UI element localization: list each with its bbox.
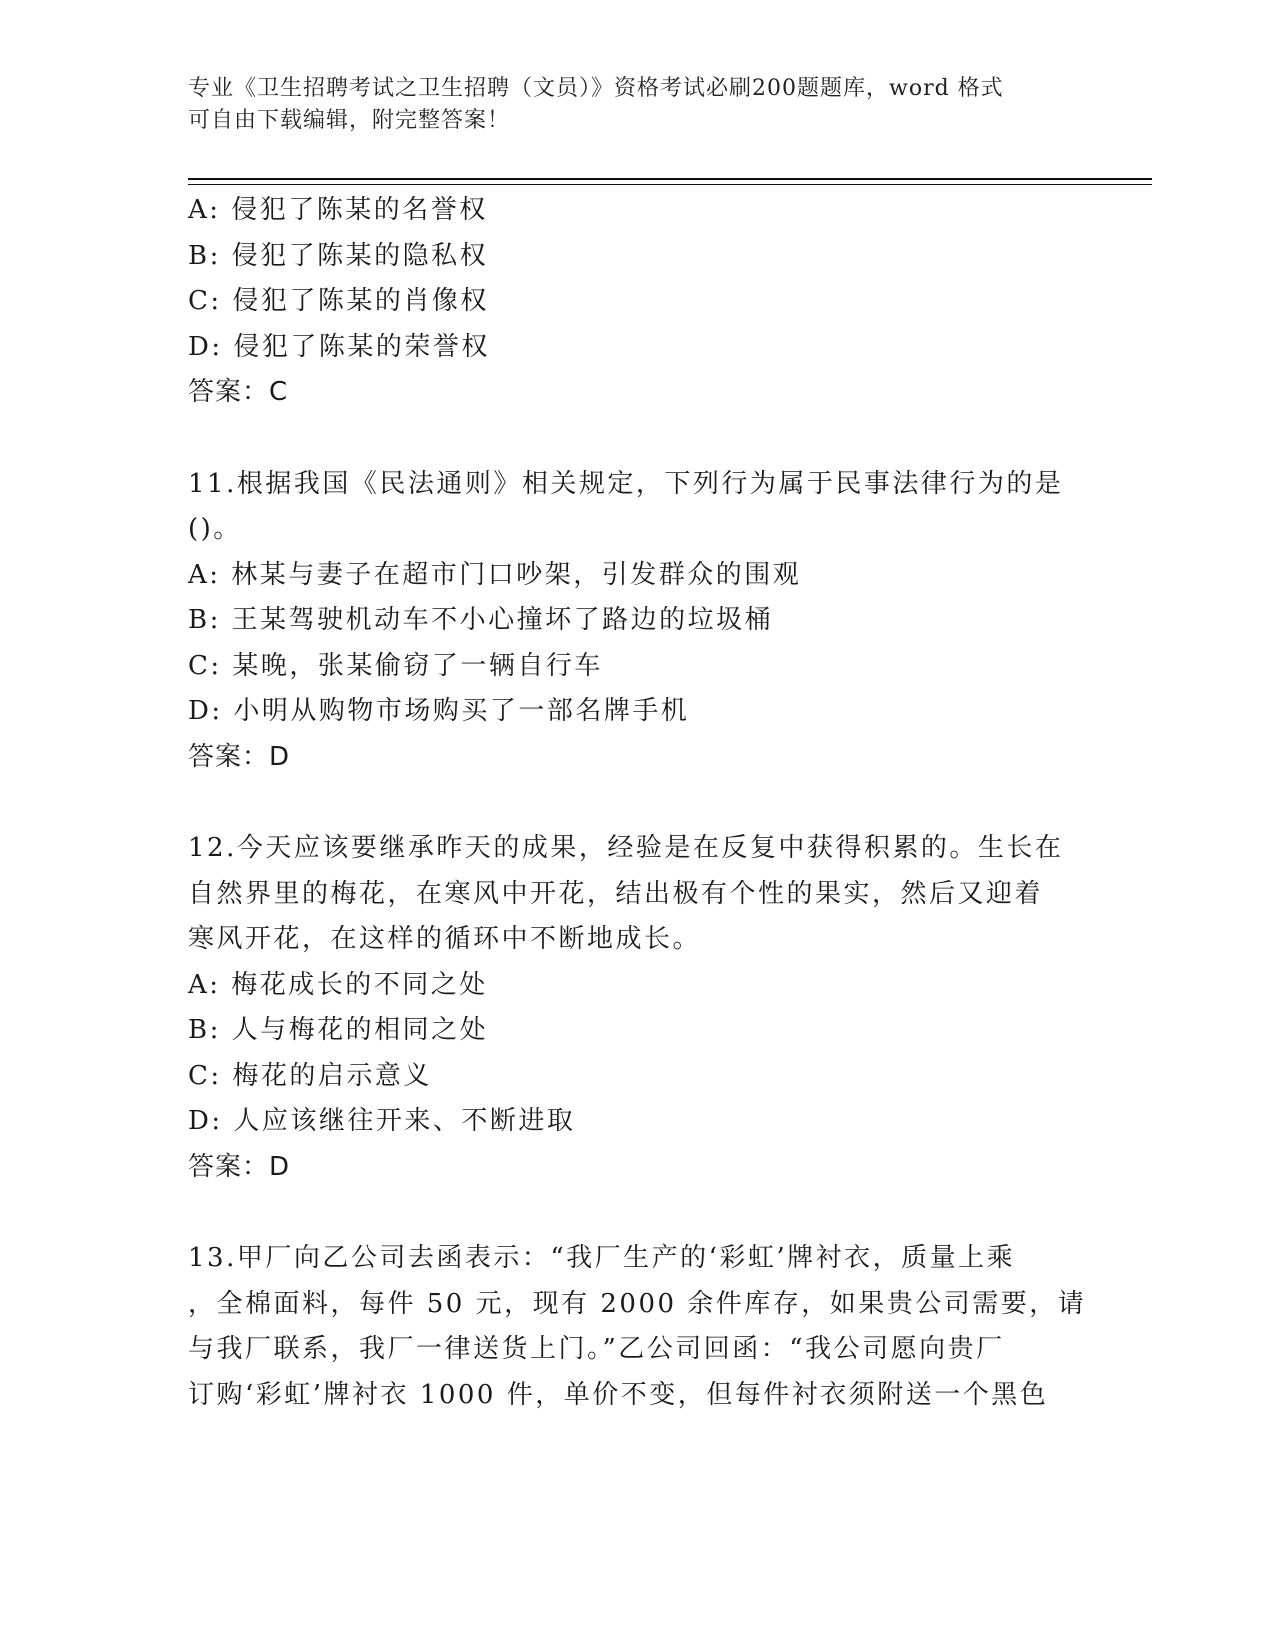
header-line-2: 可自由下载编辑，附完整答案！ [188, 108, 511, 133]
option-a: A: 林某与妻子在超市门口吵架，引发群众的围观 [188, 559, 802, 590]
question-stem-line: 11.根据我国《民法通则》相关规定，下列行为属于民事法律行为的是 [188, 468, 1064, 499]
header-rule-thick [188, 178, 1152, 180]
question-stem-line: 12.今天应该要继承昨天的成果，经验是在反复中获得积累的。生长在 [188, 833, 1064, 863]
spacer [188, 416, 1088, 462]
header-rule-thin [188, 184, 1152, 185]
question-stem-line: 订购‘彩虹’牌衬衣 1000 件，单价不变，但每件衬衣须附送一个黑色 [188, 1379, 1049, 1410]
option-c: C: 侵犯了陈某的肖像权 [188, 286, 489, 316]
option-d: D: 侵犯了陈某的荣誉权 [188, 331, 490, 362]
answer: 答案：D [188, 1151, 291, 1182]
question-stem-line: 自然界里的梅花，在寒风中开花，结出极有个性的果实，然后又迎着 [188, 878, 1044, 909]
question-13 [188, 1236, 1088, 1418]
question-10 [188, 188, 1088, 416]
question-11 [188, 462, 1088, 781]
option-c: C: 某晚，张某偷窃了一辆自行车 [188, 650, 603, 681]
question-stem-line: 与我厂联系，我厂一律送货上门。”乙公司回函：“我公司愿向贵厂 [188, 1334, 1005, 1364]
question-content [188, 188, 1088, 1418]
option-d: D: 人应该继往开来、不断进取 [188, 1106, 576, 1136]
option-b: B: 王某驾驶机动车不小心撞坏了路边的垃圾桶 [188, 605, 774, 635]
option-b: B: 侵犯了陈某的隐私权 [188, 240, 489, 271]
option-d: D: 小明从购物市场购买了一部名牌手机 [188, 696, 690, 726]
header-line-1: 专业《卫生招聘考试之卫生招聘（文员）》资格考试必刷200题题库，word 格式 [188, 76, 1004, 101]
answer: 答案：D [188, 741, 291, 772]
spacer [188, 1190, 1088, 1236]
option-a: A: 侵犯了陈某的名誉权 [188, 195, 488, 225]
spacer [188, 780, 1088, 826]
option-a: A: 梅花成长的不同之处 [188, 969, 488, 1000]
option-c: C: 梅花的启示意义 [188, 1060, 432, 1091]
answer: 答案：C [188, 377, 289, 407]
question-stem-line: ，全棉面料，每件 50 元，现有 2000 余件库存，如果贵公司需要，请 [188, 1288, 1087, 1319]
option-b: B: 人与梅花的相同之处 [188, 1015, 489, 1045]
question-stem-line: ()。 [188, 514, 242, 544]
page-header [188, 73, 1068, 137]
question-stem-line: 13.甲厂向乙公司去函表示：“我厂生产的‘彩虹’牌衬衣，质量上乘 [188, 1243, 1016, 1273]
question-stem-line: 寒风开花，在这样的循环中不断地成长。 [188, 924, 702, 954]
question-12 [188, 826, 1088, 1190]
